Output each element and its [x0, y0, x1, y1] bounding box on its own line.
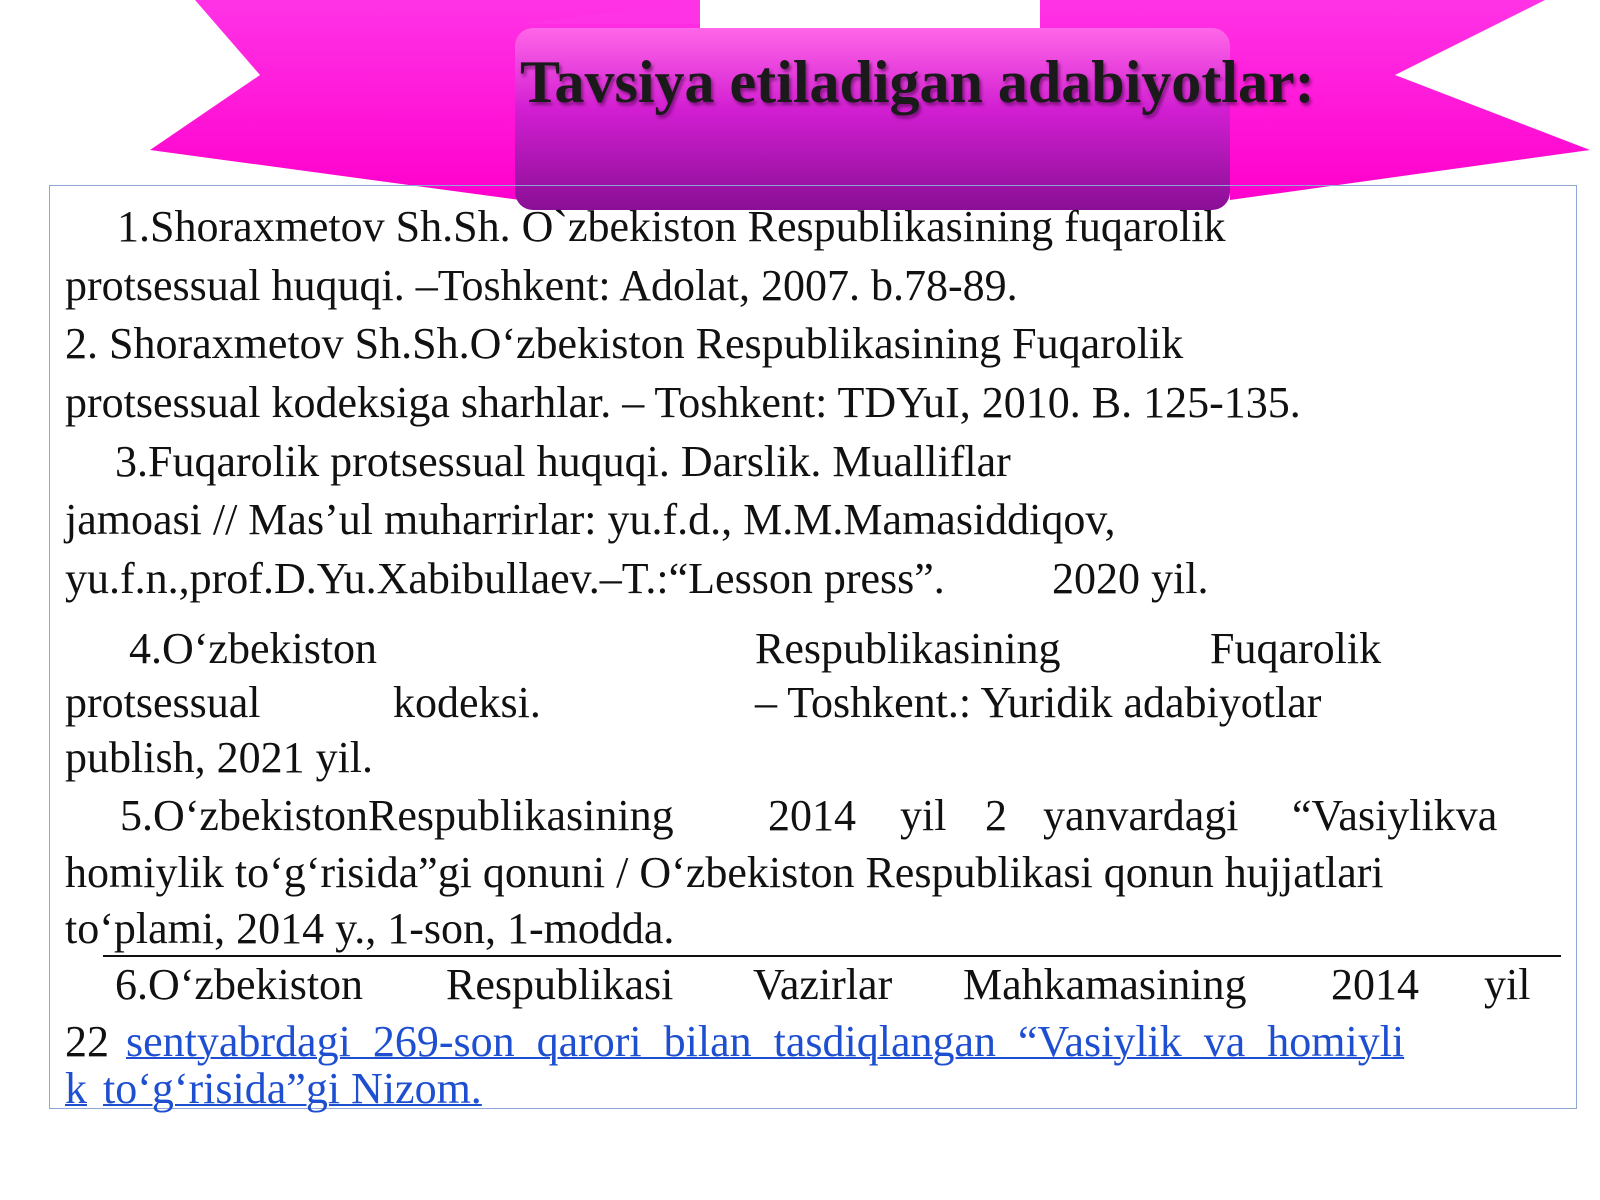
reference-4-word: kodeksi.: [393, 678, 541, 727]
reference-5-word: yanvardagi: [1043, 791, 1239, 840]
reference-4-word: 4.O‘zbekiston: [129, 624, 378, 673]
reference-1-line-2: protsessual huquqi. –Toshkent: Adolat, 2007. b.78-89.: [65, 261, 1018, 310]
reference-5-line-3: to‘plami, 2014 y., 1-son, 1-modda.: [65, 904, 675, 953]
reference-5-line-2: homiylik to‘g‘risida”gi qonuni / O‘zbekiston Respublikasi qonun hujjatlari: [65, 848, 1384, 897]
reference-2-line-2: protsessual kodeksiga sharhlar. – Toshkent: TDYuI, 2010. B. 125-135.: [65, 378, 1301, 427]
reference-6-word: 2014: [1331, 960, 1419, 1009]
reference-4-word: Fuqarolik: [1210, 624, 1382, 673]
reference-1-line-1: 1.Shoraxmetov Sh.Sh. O`zbekiston Respublikasining fuqarolik: [117, 202, 1226, 251]
reference-2-line-1: 2. Shoraxmetov Sh.Sh.O‘zbekiston Respublikasining Fuqarolik: [65, 319, 1184, 368]
reference-6-link-end[interactable]: to‘g‘risida”gi Nizom.: [103, 1064, 482, 1113]
reference-6-link[interactable]: sentyabrdagi 269-son qarori bilan tasdiqlangan “Vasiylik va homiyli: [126, 1017, 1405, 1066]
horizontal-rule: [103, 955, 1561, 957]
reference-5-word: 2014: [768, 791, 856, 840]
reference-6-word: 6.O‘zbekiston: [115, 960, 364, 1009]
reference-6-word: yil: [1484, 960, 1531, 1009]
reference-6-word: Mahkamasining: [963, 960, 1247, 1009]
reference-3-year: 2020 yil.: [1052, 554, 1209, 603]
reference-3-line-3: yu.f.n.,prof.D.Yu.Xabibullaev.–T.:“Lesson press”.: [65, 554, 945, 603]
reference-5-word: “Vasiylikva: [1292, 791, 1498, 840]
reference-4-word: Respublikasining: [755, 624, 1061, 673]
reference-5-word: yil: [900, 791, 947, 840]
reference-5-word: 2: [985, 791, 1007, 840]
reference-3-line-2: jamoasi // Mas’ul muharrirlar: yu.f.d., M.M.Mamasiddiqov,: [65, 495, 1116, 544]
reference-4-line-3: publish, 2021 yil.: [65, 733, 374, 782]
reference-4-word: protsessual: [65, 678, 261, 727]
reference-4-publisher: – Toshkent.: Yuridik adabiyotlar: [755, 678, 1322, 727]
reference-5-word: 5.O‘zbekistonRespublikasining: [120, 791, 674, 840]
reference-6-word: Vazirlar: [753, 960, 893, 1009]
reference-3-line-1: 3.Fuqarolik protsessual huquqi. Darslik. Mualliflar: [115, 437, 1011, 486]
reference-6-link-prefix[interactable]: k: [65, 1064, 87, 1113]
reference-6-word: Respublikasi: [446, 960, 674, 1009]
slide-title: Tavsiya etiladigan adabiyotlar:: [520, 49, 1315, 115]
reference-6-line-2-prefix: 22: [65, 1017, 109, 1066]
